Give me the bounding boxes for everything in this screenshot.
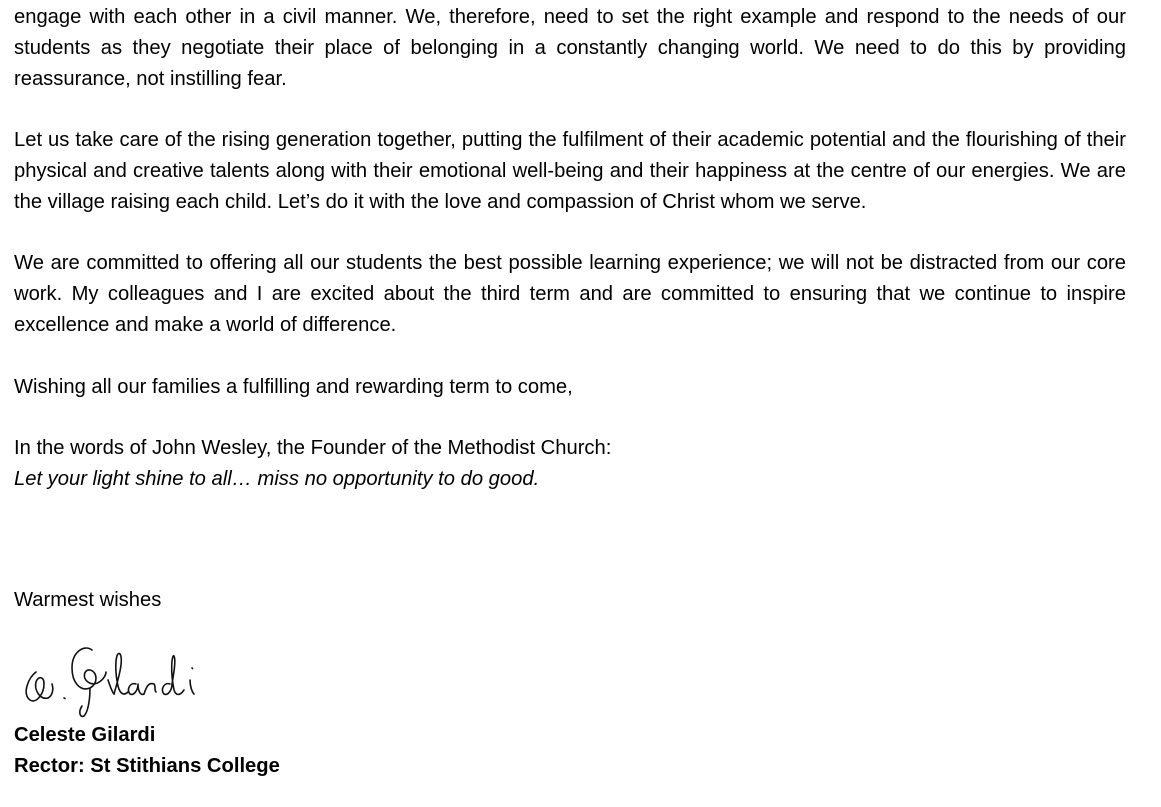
signature-block: [14, 585, 280, 781]
closing-salutation: Warmest wishes: [14, 589, 162, 611]
paragraph-1: engage with each other in a civil manner. We, therefore, need to set the right example and respond to the needs of our students as they negotiate their place of belonging in a constantly changing world. We need to do this by providing reassurance, not instilling fear.: [14, 6, 1126, 90]
paragraph-2: Let us take care of the rising generation together, putting the fulfilment of their academic potential and the flourishing of their physical and creative talents along with their emotional well-being and their happiness at the centre of our energies. We are the village raising each child. Let’s do it with the love and compassion of Christ whom we serve.: [14, 129, 1126, 213]
signer-name: Celeste Gilardi: [14, 723, 156, 746]
paragraph-spacer: [14, 341, 1126, 372]
paragraph-4: Wishing all our families a fulfilling and rewarding term to come,: [14, 375, 573, 398]
paragraph-spacer: [14, 402, 1126, 433]
signature-icon: [14, 620, 214, 720]
paragraph-3: We are committed to offering all our students the best possible learning experience; we will not be distracted from our core work. My colleagues and I are excited about the third term and are committed to ensuring that we continue to inspire excellence and make a world of difference.: [14, 252, 1126, 336]
signer-title: Rector: St Stithians College: [14, 754, 280, 777]
letter-body: [14, 2, 1126, 495]
paragraph-spacer: [14, 218, 1126, 249]
quote-intro: In the words of John Wesley, the Founder of the Methodist Church:: [14, 437, 612, 460]
paragraph-spacer: [14, 94, 1126, 125]
wesley-quote: Let your light shine to all… miss no opportunity to do good.: [14, 467, 540, 490]
